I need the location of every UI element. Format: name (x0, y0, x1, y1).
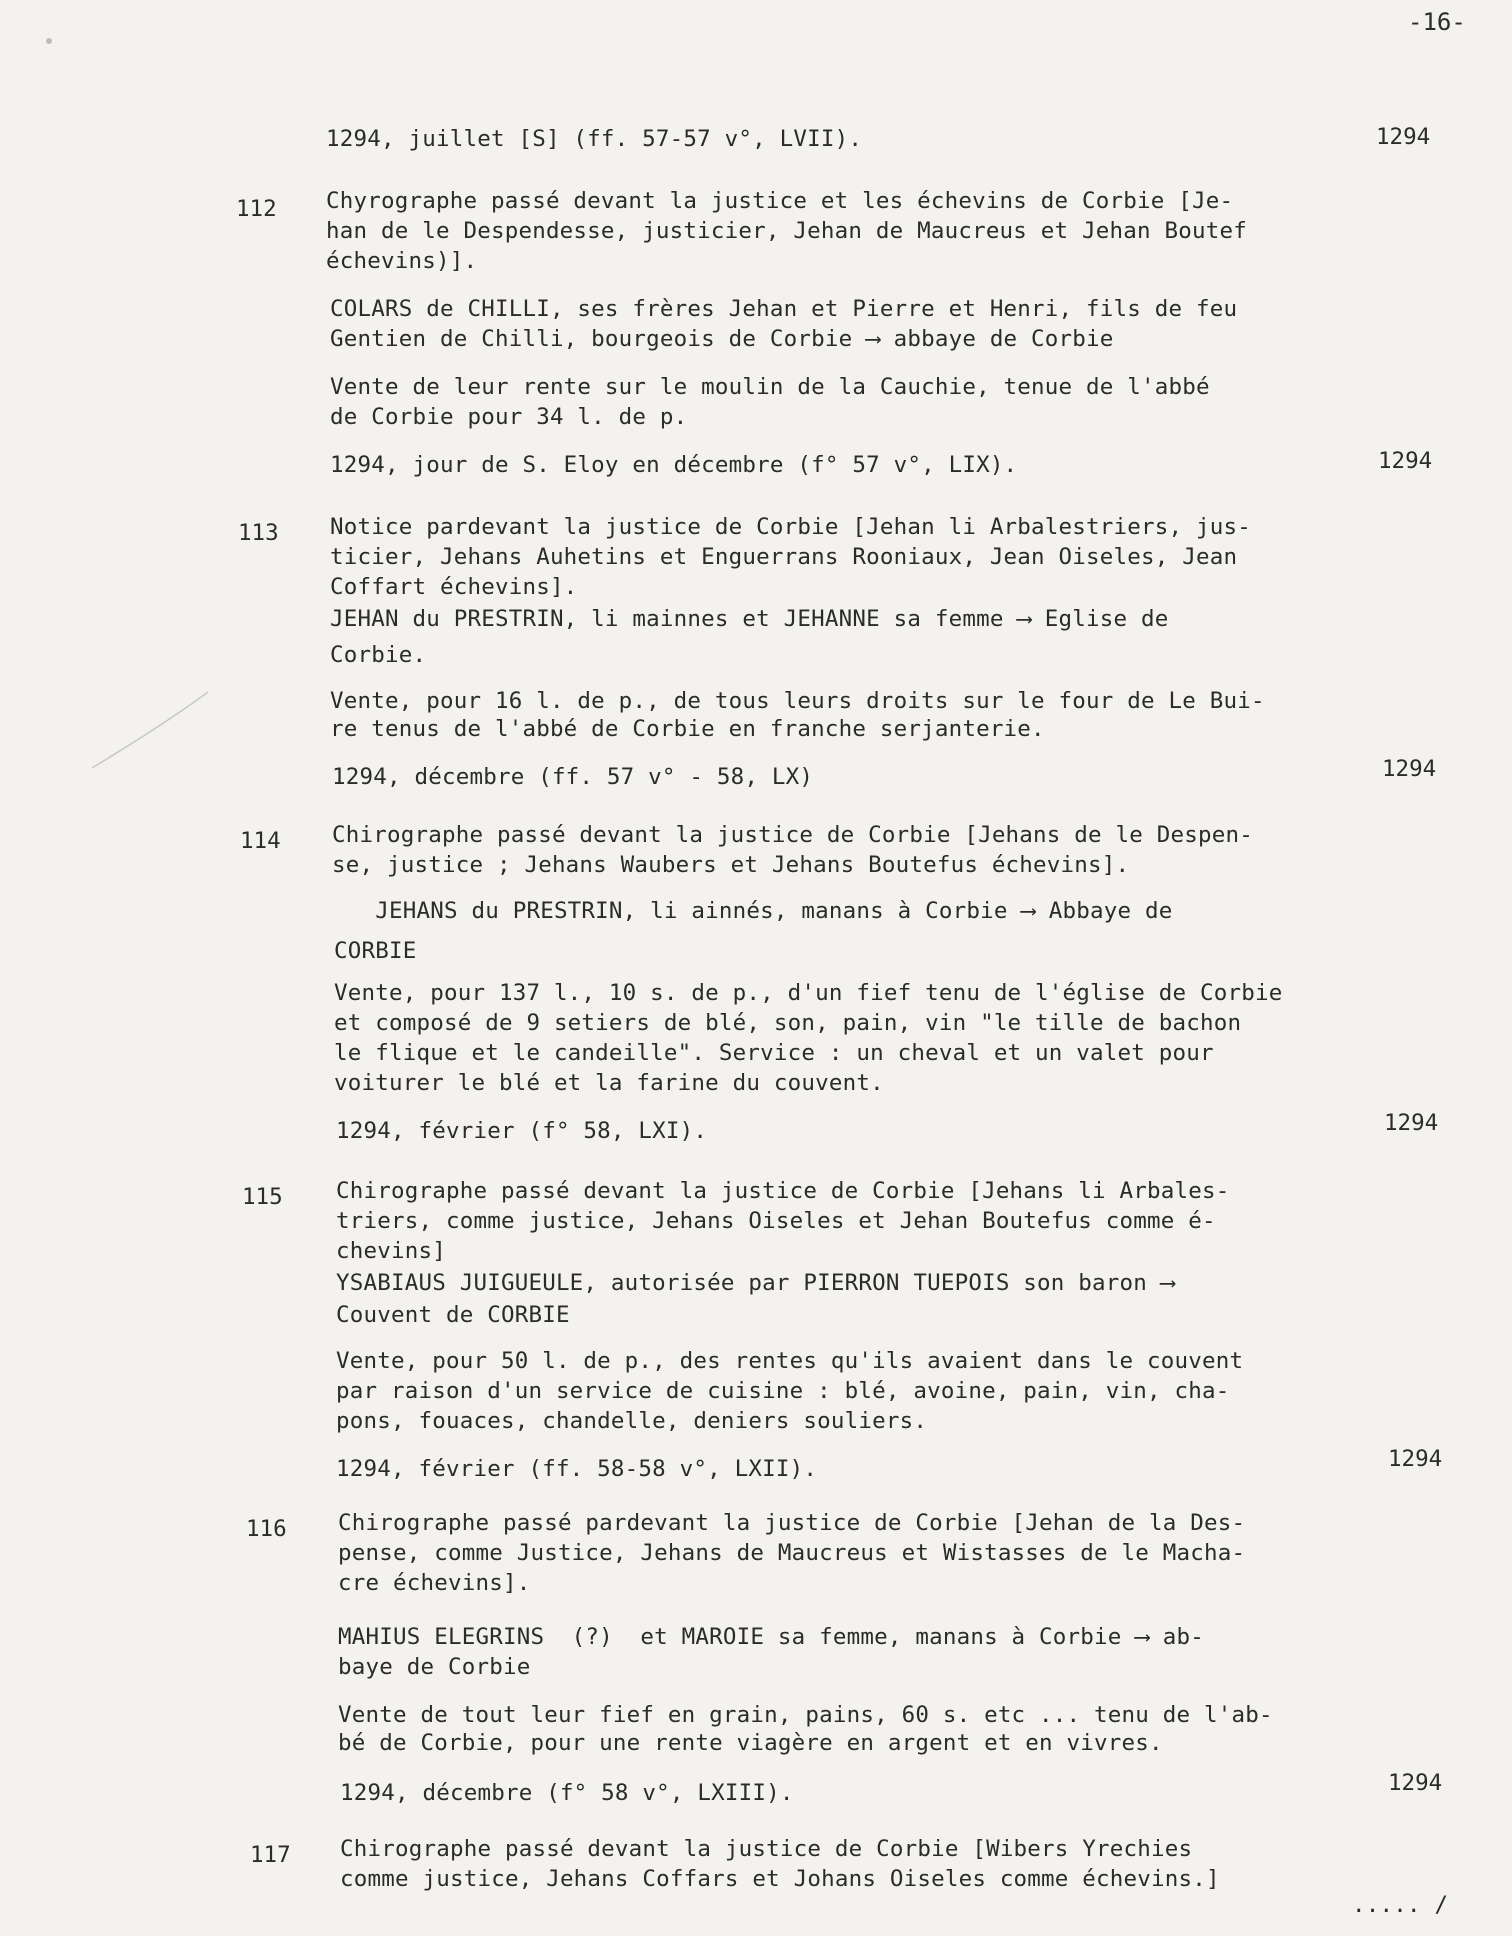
entry-parties: baye de Corbie (338, 1654, 531, 1680)
entry-description: pons, fouaces, chandelle, deniers souliers. (336, 1408, 928, 1434)
entry-number: 115 (242, 1184, 283, 1210)
entry-line: échevins)]. (326, 248, 478, 274)
entry-date: 1294, février (ff. 58-58 v°, LXII). (336, 1456, 818, 1482)
entry-description: de Corbie pour 34 l. de p. (330, 404, 688, 430)
continuation-mark: ..... / (1352, 1892, 1449, 1918)
entry-number: 114 (240, 828, 281, 854)
entry-line: Coffart échevins]. (330, 574, 578, 600)
entry-parties: JEHANS du PRESTRIN, li ainnés, manans à Corbie ⟶ Abbaye de (334, 898, 1173, 924)
entry-parties: COLARS de CHILLI, ses frères Jehan et Pierre et Henri, fils de feu (330, 296, 1238, 322)
entry-description: et composé de 9 setiers de blé, son, pain, vin "le tille de bachon (334, 1010, 1242, 1036)
entry-line: han de le Despendesse, justicier, Jehan de Maucreus et Jehan Boutef (326, 218, 1247, 244)
header-year: 1294 (1376, 124, 1431, 150)
entry-line: triers, comme justice, Jehans Oiseles et Jehan Boutefus comme é- (336, 1208, 1216, 1234)
entry-line: chevins] (336, 1238, 446, 1264)
entry-number: 116 (246, 1516, 287, 1542)
page-number: -16- (1408, 8, 1466, 36)
entry-date: 1294, décembre (ff. 57 v° - 58, LX) (332, 764, 814, 790)
entry-description: par raison d'un service de cuisine : blé, avoine, pain, vin, cha- (336, 1378, 1230, 1404)
entry-description: Vente, pour 137 l., 10 s. de p., d'un fief tenu de l'église de Corbie (334, 980, 1283, 1006)
entry-parties: YSABIAUS JUIGUEULE, autorisée par PIERRON TUEPOIS son baron ⟶ (336, 1270, 1175, 1296)
entry-line: cre échevins]. (338, 1570, 531, 1596)
entry-parties: MAHIUS ELEGRINS (?) et MAROIE sa femme, manans à Corbie ⟶ ab- (338, 1624, 1205, 1650)
scan-stroke-mark (90, 690, 210, 770)
entry-line: comme justice, Jehans Coffars et Johans Oiseles comme échevins.] (340, 1866, 1220, 1892)
entry-number: 112 (236, 196, 277, 222)
entry-number: 113 (238, 520, 279, 546)
entry-line: Chirographe passé devant la justice de Corbie [Wibers Yrechies (340, 1836, 1193, 1862)
entry-description: Vente de tout leur fief en grain, pains, 60 s. etc ... tenu de l'ab- (338, 1702, 1273, 1728)
entry-date: 1294, jour de S. Eloy en décembre (f° 57 v°, LIX). (330, 452, 1018, 478)
entry-line: Chirographe passé devant la justice de Corbie [Jehans li Arbales- (336, 1178, 1230, 1204)
entry-year: 1294 (1388, 1770, 1443, 1796)
entry-description: le flique et le candeille". Service : un cheval et un valet pour (334, 1040, 1214, 1066)
entry-year: 1294 (1384, 1110, 1439, 1136)
entry-description: bé de Corbie, pour une rente viagère en argent et en vivres. (338, 1730, 1163, 1756)
entry-line: pense, comme Justice, Jehans de Maucreus et Wistasses de le Macha- (338, 1540, 1246, 1566)
entry-description: voiturer le blé et la farine du couvent. (334, 1070, 884, 1096)
entry-description: re tenus de l'abbé de Corbie en franche serjanterie. (330, 716, 1045, 742)
entry-number: 117 (250, 1842, 291, 1868)
entry-parties: JEHAN du PRESTRIN, li mainnes et JEHANNE sa femme ⟶ Eglise de (330, 606, 1169, 632)
entry-year: 1294 (1388, 1446, 1443, 1472)
entry-line: Chirographe passé pardevant la justice de Corbie [Jehan de la Des- (338, 1510, 1246, 1536)
entry-description: Vente de leur rente sur le moulin de la Cauchie, tenue de l'abbé (330, 374, 1210, 400)
entry-parties: CORBIE (334, 938, 417, 964)
entry-year: 1294 (1382, 756, 1437, 782)
entry-parties: Gentien de Chilli, bourgeois de Corbie ⟶ abbaye de Corbie (330, 326, 1114, 352)
entry-line: ticier, Jehans Auhetins et Enguerrans Rooniaux, Jean Oiseles, Jean (330, 544, 1238, 570)
entry-parties: Corbie. (330, 642, 427, 668)
entry-parties: Couvent de CORBIE (336, 1302, 570, 1328)
entry-line: se, justice ; Jehans Waubers et Jehans Boutefus échevins]. (332, 852, 1130, 878)
entry-description: Vente, pour 16 l. de p., de tous leurs droits sur le four de Le Bui- (330, 688, 1265, 714)
entry-description: Vente, pour 50 l. de p., des rentes qu'ils avaient dans le couvent (336, 1348, 1244, 1374)
entry-line: Notice pardevant la justice de Corbie [Jehan li Arbalestriers, jus- (330, 514, 1251, 540)
entry-date: 1294, décembre (f° 58 v°, LXIII). (340, 1780, 794, 1806)
entry-year: 1294 (1378, 448, 1433, 474)
entry-line: Chirographe passé devant la justice de Corbie [Jehans de le Despen- (332, 822, 1253, 848)
header-date: 1294, juillet [S] (ff. 57-57 v°, LVII). (326, 126, 863, 152)
entry-date: 1294, février (f° 58, LXI). (336, 1118, 708, 1144)
scan-dot-mark (44, 36, 54, 46)
entry-line: Chyrographe passé devant la justice et les échevins de Corbie [Je- (326, 188, 1234, 214)
